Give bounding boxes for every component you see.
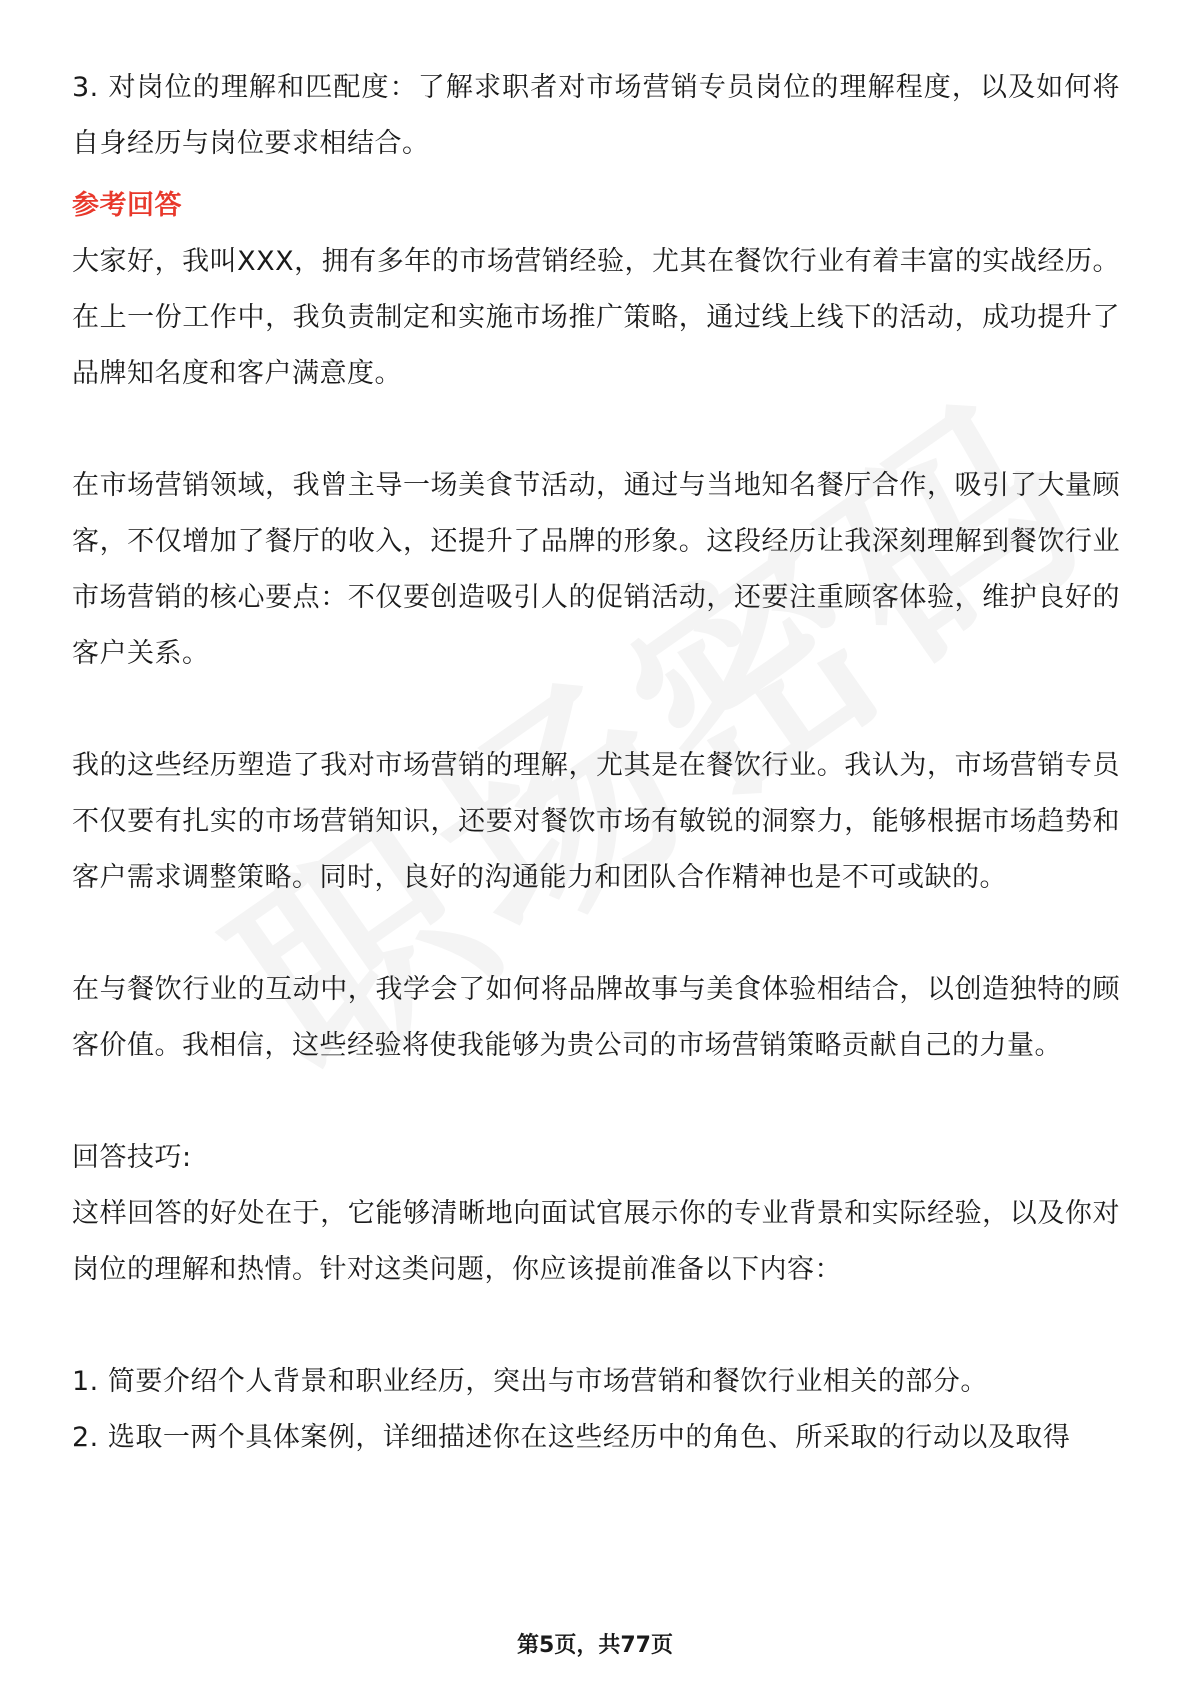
spacer — [72, 682, 1120, 738]
spacer — [72, 1074, 1120, 1130]
tip-item-1: 1. 简要介绍个人背景和职业经历，突出与市场营销和餐饮行业相关的部分。 — [72, 1366, 988, 1397]
tips-heading: 回答技巧: — [72, 1142, 192, 1173]
answer-paragraph-3: 我的这些经历塑造了我对市场营销的理解，尤其是在餐饮行业。我认为，市场营销专员不仅要有扎实的市场营销知识，还要对餐饮市场有敏锐的洞察力，能够根据市场趋势和客户需求调整策略。同时，良好的沟通能力和团队合作精神也是不可或缺的。 — [72, 750, 1120, 893]
tip-item-2: 2. 选取一两个具体案例，详细描述你在这些经历中的角色、所采取的行动以及取得 — [72, 1422, 1071, 1453]
reference-answer-heading: 参考回答 — [72, 190, 182, 221]
answer-paragraph-1: 大家好，我叫XXX，拥有多年的市场营销经验，尤其在餐饮行业有着丰富的实战经历。在上一份工作中，我负责制定和实施市场推广策略，通过线上线下的活动，成功提升了品牌知名度和客户满意度。 — [72, 246, 1120, 389]
spacer — [72, 402, 1120, 458]
answer-paragraph-2: 在市场营销领域，我曾主导一场美食节活动，通过与当地知名餐厅合作，吸引了大量顾客，不仅增加了餐厅的收入，还提升了品牌的形象。这段经历让我深刻理解到餐饮行业市场营销的核心要点：不仅要创造吸引人的促销活动，还要注重顾客体验，维护良好的客户关系。 — [72, 470, 1120, 669]
tips-intro: 这样回答的好处在于，它能够清晰地向面试官展示你的专业背景和实际经验，以及你对岗位的理解和热情。针对这类问题，你应该提前准备以下内容： — [72, 1198, 1120, 1285]
spacer — [72, 906, 1120, 962]
page-number: 第5页，共77页 — [517, 1633, 673, 1658]
page-content — [72, 60, 1120, 1466]
spacer — [72, 1298, 1120, 1354]
answer-paragraph-4: 在与餐饮行业的互动中，我学会了如何将品牌故事与美食体验相结合，以创造独特的顾客价值。我相信，这些经验将使我能够为贵公司的市场营销策略贡献自己的力量。 — [72, 974, 1120, 1061]
list-item-3: 3. 对岗位的理解和匹配度：了解求职者对市场营销专员岗位的理解程度，以及如何将自身经历与岗位要求相结合。 — [72, 72, 1120, 159]
